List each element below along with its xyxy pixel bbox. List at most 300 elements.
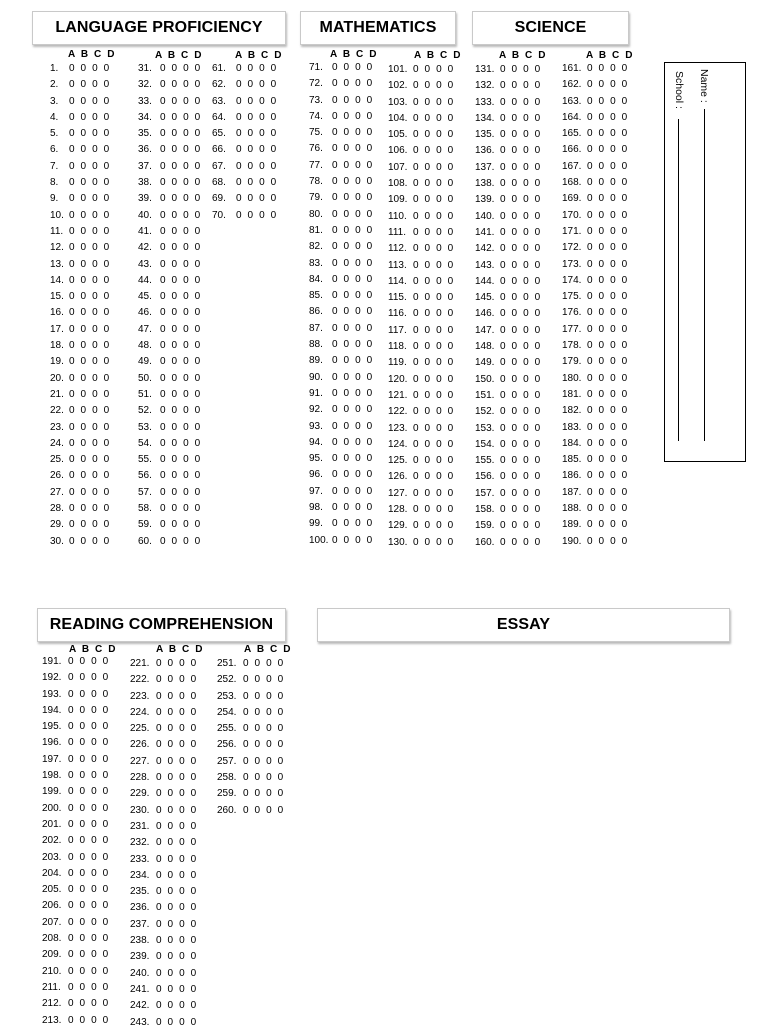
answer-bubbles[interactable]: 0 0 0 0 [156,804,198,816]
answer-bubbles[interactable]: 0 0 0 0 [69,242,111,254]
answer-bubbles[interactable]: 0 0 0 0 [413,145,455,157]
answer-bubbles[interactable]: 0 0 0 0 [69,356,111,368]
answer-bubbles[interactable]: 0 0 0 0 [587,242,629,254]
question-number: 162. [562,79,582,91]
answer-bubbles[interactable]: 0 0 0 0 [156,853,198,865]
answer-bubbles[interactable]: 0 0 0 0 [156,983,198,995]
answer-bubbles[interactable]: 0 0 0 0 [69,111,111,123]
answer-bubbles[interactable]: 0 0 0 0 [69,307,111,319]
answer-bubbles[interactable]: 0 0 0 0 [413,422,455,434]
question-number: 3. [50,95,59,107]
answer-bubbles[interactable]: 0 0 0 0 [160,437,202,449]
answer-bubbles[interactable]: 0 0 0 0 [68,818,110,830]
answer-bubbles[interactable]: 0 0 0 0 [413,226,455,238]
answer-bubbles[interactable]: 0 0 0 0 [587,160,629,172]
answer-bubbles[interactable]: 0 0 0 0 [587,209,629,221]
answer-bubbles[interactable]: 0 0 0 0 [413,504,455,516]
answer-bubbles[interactable]: 0 0 0 0 [156,902,198,914]
answer-bubbles[interactable]: 0 0 0 0 [413,520,455,532]
answer-bubbles[interactable]: 0 0 0 0 [500,373,542,385]
answer-bubbles[interactable]: 0 0 0 0 [332,143,374,155]
answer-bubbles[interactable]: 0 0 0 0 [332,322,374,334]
answer-bubbles[interactable]: 0 0 0 0 [156,706,198,718]
answer-bubbles[interactable]: 0 0 0 0 [156,869,198,881]
answer-bubbles[interactable]: 0 0 0 0 [69,95,111,107]
answer-bubbles[interactable]: 0 0 0 0 [587,144,629,156]
answer-bubbles[interactable]: 0 0 0 0 [68,933,110,945]
answer-bubbles[interactable]: 0 0 0 0 [69,128,111,140]
answer-bubbles[interactable]: 0 0 0 0 [156,690,198,702]
answer-bubbles[interactable]: 0 0 0 0 [500,161,542,173]
answer-bubbles[interactable]: 0 0 0 0 [160,128,202,140]
answer-bubbles[interactable]: 0 0 0 0 [500,341,542,353]
question-number: 58. [138,503,152,515]
answer-bubbles[interactable]: 0 0 0 0 [160,535,202,547]
answer-bubbles[interactable]: 0 0 0 0 [332,502,374,514]
answer-bubbles[interactable]: 0 0 0 0 [587,372,629,384]
answer-bubbles[interactable]: 0 0 0 0 [160,405,202,417]
answer-bubbles[interactable]: 0 0 0 0 [69,291,111,303]
answer-bubbles[interactable]: 0 0 0 0 [68,737,110,749]
answer-bubbles[interactable]: 0 0 0 0 [413,161,455,173]
answer-bubbles[interactable]: 0 0 0 0 [500,422,542,434]
answer-bubbles[interactable]: 0 0 0 0 [587,177,629,189]
answer-bubbles[interactable]: 0 0 0 0 [500,96,542,108]
answer-bubbles[interactable]: 0 0 0 0 [69,323,111,335]
question-number: 191. [42,656,62,667]
answer-bubbles[interactable]: 0 0 0 0 [68,753,110,765]
answer-bubbles[interactable]: 0 0 0 0 [413,112,455,124]
answer-bubbles[interactable]: 0 0 0 0 [332,453,374,465]
answer-bubbles[interactable]: 0 0 0 0 [68,688,110,700]
answer-bubbles[interactable]: 0 0 0 0 [160,470,202,482]
answer-bubbles[interactable]: 0 0 0 0 [413,471,455,483]
answer-bubbles[interactable]: 0 0 0 0 [68,949,110,961]
answer-bubbles[interactable]: 0 0 0 0 [69,388,111,400]
answer-bubbles[interactable]: 0 0 0 0 [500,64,542,75]
question-number: 22. [50,405,64,417]
question-number: 139. [475,194,495,206]
question-number: 107. [388,161,408,173]
answer-bubbles[interactable]: 0 0 0 0 [236,63,278,74]
answer-bubbles[interactable]: 0 0 0 0 [69,258,111,270]
answer-bubbles[interactable]: 0 0 0 0 [587,291,629,303]
answer-bubbles[interactable]: 0 0 0 0 [332,371,374,383]
question-number: 187. [562,486,582,498]
answer-bubbles[interactable]: 0 0 0 0 [160,209,202,221]
answer-bubbles[interactable]: 0 0 0 0 [69,274,111,286]
answer-bubbles[interactable]: 0 0 0 0 [500,112,542,124]
answer-bubbles[interactable]: 0 0 0 0 [332,176,374,188]
answer-bubbles[interactable]: 0 0 0 0 [160,63,202,74]
question-number: 114. [388,275,407,287]
answer-bubbles[interactable]: 0 0 0 0 [413,389,455,401]
question-number: 74. [309,110,323,122]
question-number: 236. [130,902,150,914]
answer-bubbles[interactable]: 0 0 0 0 [160,225,202,237]
answer-bubbles[interactable]: 0 0 0 0 [160,454,202,466]
answer-bubbles[interactable]: 0 0 0 0 [243,674,285,686]
answer-bubbles[interactable]: 0 0 0 0 [156,935,198,947]
answer-bubbles[interactable]: 0 0 0 0 [500,275,542,287]
question-number: 239. [130,951,150,963]
answer-bubbles[interactable]: 0 0 0 0 [332,159,374,171]
answer-bubbles[interactable]: 0 0 0 0 [160,274,202,286]
answer-bubbles[interactable]: 0 0 0 0 [69,209,111,221]
question-number: 163. [562,95,582,107]
answer-bubbles[interactable]: 0 0 0 0 [587,307,629,319]
question-number: 221. [130,658,150,669]
answer-bubbles[interactable]: 0 0 0 0 [587,323,629,335]
answer-bubbles[interactable]: 0 0 0 0 [69,405,111,417]
question-number: 240. [130,967,150,979]
school-field[interactable] [678,119,679,441]
answer-bubbles[interactable]: 0 0 0 0 [332,110,374,122]
question-number: 6. [50,144,59,156]
answer-bubbles[interactable]: 0 0 0 0 [69,193,111,205]
answer-bubbles[interactable]: 0 0 0 0 [332,534,374,546]
answer-bubbles[interactable]: 0 0 0 0 [332,94,374,106]
answer-bubbles[interactable]: 0 0 0 0 [160,177,202,189]
answer-bubbles[interactable]: 0 0 0 0 [236,193,278,205]
section-title-mathematics: MATHEMATICS [300,11,456,45]
answer-bubbles[interactable]: 0 0 0 0 [500,243,542,255]
answer-bubbles[interactable]: 0 0 0 0 [587,95,629,107]
answer-bubbles[interactable]: 0 0 0 0 [156,820,198,832]
answer-bubbles[interactable]: 0 0 0 0 [413,64,455,75]
question-number: 12. [50,242,64,254]
answer-bubbles[interactable]: 0 0 0 0 [68,704,110,716]
answer-bubbles[interactable]: 0 0 0 0 [332,224,374,236]
answer-bubbles[interactable]: 0 0 0 0 [69,519,111,531]
answer-bubbles[interactable]: 0 0 0 0 [243,658,285,669]
answer-bubbles[interactable]: 0 0 0 0 [68,656,110,667]
answer-bubbles[interactable]: 0 0 0 0 [68,802,110,814]
answer-bubbles[interactable]: 0 0 0 0 [500,504,542,516]
answer-bubbles[interactable]: 0 0 0 0 [587,79,629,91]
answer-bubbles[interactable]: 0 0 0 0 [160,388,202,400]
answer-bubbles[interactable]: 0 0 0 0 [236,160,278,172]
answer-bubbles[interactable]: 0 0 0 0 [69,454,111,466]
answer-bubbles[interactable]: 0 0 0 0 [69,160,111,172]
answer-bubbles[interactable]: 0 0 0 0 [160,372,202,384]
answer-bubbles[interactable]: 0 0 0 0 [500,357,542,369]
answer-bubbles[interactable]: 0 0 0 0 [413,487,455,499]
answer-bubbles[interactable]: 0 0 0 0 [156,674,198,686]
answer-bubbles[interactable]: 0 0 0 0 [500,438,542,450]
answer-bubbles[interactable]: 0 0 0 0 [160,291,202,303]
answer-bubbles[interactable]: 0 0 0 0 [69,63,111,74]
answer-bubbles[interactable]: 0 0 0 0 [69,144,111,156]
answer-bubbles[interactable]: 0 0 0 0 [332,518,374,530]
answer-bubbles[interactable]: 0 0 0 0 [413,178,455,190]
answer-bubbles[interactable]: 0 0 0 0 [413,194,455,206]
answer-bubbles[interactable]: 0 0 0 0 [587,274,629,286]
question-number: 148. [475,341,495,353]
answer-bubbles[interactable]: 0 0 0 0 [156,967,198,979]
answer-bubbles[interactable]: 0 0 0 0 [587,470,629,482]
answer-bubbles[interactable]: 0 0 0 0 [413,292,455,304]
answer-bubbles[interactable]: 0 0 0 0 [332,273,374,285]
answer-bubbles[interactable]: 0 0 0 0 [413,96,455,108]
answer-bubbles[interactable]: 0 0 0 0 [160,79,202,91]
answer-bubbles[interactable]: 0 0 0 0 [587,111,629,123]
answer-bubbles[interactable]: 0 0 0 0 [413,341,455,353]
answer-bubbles[interactable]: 0 0 0 0 [332,387,374,399]
answer-bubbles[interactable]: 0 0 0 0 [236,144,278,156]
answer-bubbles[interactable]: 0 0 0 0 [69,340,111,352]
answer-bubbles[interactable]: 0 0 0 0 [69,437,111,449]
answer-bubbles[interactable]: 0 0 0 0 [413,406,455,418]
answer-bubbles[interactable]: 0 0 0 0 [413,275,455,287]
answer-bubbles[interactable]: 0 0 0 0 [500,324,542,336]
option-header: A B C D [244,644,293,655]
answer-bubbles[interactable]: 0 0 0 0 [236,95,278,107]
answer-bubbles[interactable]: 0 0 0 0 [68,884,110,896]
answer-bubbles[interactable]: 0 0 0 0 [500,471,542,483]
answer-bubbles[interactable]: 0 0 0 0 [500,80,542,92]
answer-bubbles[interactable]: 0 0 0 0 [243,723,285,735]
answer-bubbles[interactable]: 0 0 0 0 [413,80,455,92]
answer-bubbles[interactable]: 0 0 0 0 [332,127,374,139]
answer-bubbles[interactable]: 0 0 0 0 [413,324,455,336]
question-number: 192. [42,672,62,684]
answer-bubbles[interactable]: 0 0 0 0 [332,469,374,481]
answer-bubbles[interactable]: 0 0 0 0 [156,755,198,767]
answer-bubbles[interactable]: 0 0 0 0 [500,487,542,499]
answer-bubbles[interactable]: 0 0 0 0 [413,308,455,320]
answer-bubbles[interactable]: 0 0 0 0 [160,258,202,270]
answer-bubbles[interactable]: 0 0 0 0 [243,788,285,800]
answer-bubbles[interactable]: 0 0 0 0 [236,177,278,189]
answer-bubbles[interactable]: 0 0 0 0 [160,95,202,107]
answer-bubbles[interactable]: 0 0 0 0 [156,886,198,898]
answer-bubbles[interactable]: 0 0 0 0 [332,404,374,416]
name-field[interactable] [704,109,705,441]
question-number: 115. [388,292,407,304]
answer-bubbles[interactable]: 0 0 0 0 [500,259,542,271]
question-number: 30. [50,535,64,547]
answer-bubbles[interactable]: 0 0 0 0 [413,455,455,467]
answer-bubbles[interactable]: 0 0 0 0 [332,241,374,253]
answer-bubbles[interactable]: 0 0 0 0 [69,421,111,433]
answer-bubbles[interactable]: 0 0 0 0 [587,340,629,352]
answer-bubbles[interactable]: 0 0 0 0 [500,178,542,190]
answer-bubbles[interactable]: 0 0 0 0 [332,78,374,90]
question-number: 100. [309,534,329,546]
question-number: 170. [562,209,582,221]
answer-bubbles[interactable]: 0 0 0 0 [160,242,202,254]
answer-bubbles[interactable]: 0 0 0 0 [156,788,198,800]
answer-bubbles[interactable]: 0 0 0 0 [243,755,285,767]
answer-bubbles[interactable]: 0 0 0 0 [332,355,374,367]
answer-bubbles[interactable]: 0 0 0 0 [587,535,629,547]
answer-bubbles[interactable]: 0 0 0 0 [160,193,202,205]
answer-bubbles[interactable]: 0 0 0 0 [500,389,542,401]
question-number: 198. [42,770,62,782]
question-number: 62. [212,79,226,91]
question-number: 78. [309,176,323,188]
answer-bubbles[interactable]: 0 0 0 0 [500,194,542,206]
answer-bubbles[interactable]: 0 0 0 0 [68,916,110,928]
answer-bubbles[interactable]: 0 0 0 0 [236,128,278,140]
answer-bubbles[interactable]: 0 0 0 0 [413,536,455,548]
section-title-language-proficiency: LANGUAGE PROFICIENCY [32,11,286,45]
answer-bubbles[interactable]: 0 0 0 0 [587,63,629,74]
answer-bubbles[interactable]: 0 0 0 0 [332,62,374,73]
answer-bubbles[interactable]: 0 0 0 0 [332,485,374,497]
answer-bubbles[interactable]: 0 0 0 0 [413,210,455,222]
question-number: 82. [309,241,323,253]
question-number: 173. [562,258,582,270]
answer-bubbles[interactable]: 0 0 0 0 [587,405,629,417]
answer-bubbles[interactable]: 0 0 0 0 [500,520,542,532]
question-number: 77. [309,159,323,171]
answer-bubbles[interactable]: 0 0 0 0 [69,535,111,547]
answer-bubbles[interactable]: 0 0 0 0 [156,739,198,751]
answer-bubbles[interactable]: 0 0 0 0 [243,804,285,816]
answer-bubbles[interactable]: 0 0 0 0 [332,339,374,351]
answer-bubbles[interactable]: 0 0 0 0 [500,210,542,222]
answer-bubbles[interactable]: 0 0 0 0 [236,79,278,91]
answer-bubbles[interactable]: 0 0 0 0 [160,111,202,123]
question-number: 49. [138,356,152,368]
answer-bubbles[interactable]: 0 0 0 0 [332,306,374,318]
answer-bubbles[interactable]: 0 0 0 0 [587,258,629,270]
question-number: 105. [388,129,408,141]
answer-bubbles[interactable]: 0 0 0 0 [500,292,542,304]
answer-bubbles[interactable]: 0 0 0 0 [156,723,198,735]
question-number: 129. [388,520,408,532]
answer-bubbles[interactable]: 0 0 0 0 [68,981,110,993]
answer-bubbles[interactable]: 0 0 0 0 [587,437,629,449]
answer-bubbles[interactable]: 0 0 0 0 [500,308,542,320]
answer-bubbles[interactable]: 0 0 0 0 [69,486,111,498]
answer-bubbles[interactable]: 0 0 0 0 [69,225,111,237]
question-number: 20. [50,372,64,384]
answer-bubbles[interactable]: 0 0 0 0 [413,243,455,255]
answer-bubbles[interactable]: 0 0 0 0 [68,965,110,977]
answer-bubbles[interactable]: 0 0 0 0 [243,706,285,718]
answer-bubbles[interactable]: 0 0 0 0 [68,835,110,847]
answer-bubbles[interactable]: 0 0 0 0 [587,356,629,368]
answer-bubbles[interactable]: 0 0 0 0 [332,436,374,448]
answer-bubbles[interactable]: 0 0 0 0 [156,772,198,784]
question-number: 121. [388,389,408,401]
answer-bubbles[interactable]: 0 0 0 0 [156,837,198,849]
answer-bubbles[interactable]: 0 0 0 0 [68,998,110,1010]
question-number: 167. [562,160,582,172]
question-number: 186. [562,470,582,482]
question-number: 25. [50,454,64,466]
answer-bubbles[interactable]: 0 0 0 0 [160,519,202,531]
answer-bubbles[interactable]: 0 0 0 0 [69,470,111,482]
answer-bubbles[interactable]: 0 0 0 0 [587,519,629,531]
question-number: 43. [138,258,152,270]
answer-bubbles[interactable]: 0 0 0 0 [156,658,198,669]
answer-bubbles[interactable]: 0 0 0 0 [160,356,202,368]
answer-bubbles[interactable]: 0 0 0 0 [413,357,455,369]
question-number: 47. [138,323,152,335]
question-number: 113. [388,259,407,271]
answer-bubbles[interactable]: 0 0 0 0 [500,129,542,141]
answer-bubbles[interactable]: 0 0 0 0 [69,79,111,91]
answer-bubbles[interactable]: 0 0 0 0 [413,438,455,450]
answer-bubbles[interactable]: 0 0 0 0 [156,1016,198,1028]
answer-bubbles[interactable]: 0 0 0 0 [68,867,110,879]
answer-bubbles[interactable]: 0 0 0 0 [587,421,629,433]
question-number: 57. [138,486,152,498]
answer-bubbles[interactable]: 0 0 0 0 [236,209,278,221]
answer-bubbles[interactable]: 0 0 0 0 [413,259,455,271]
answer-bubbles[interactable]: 0 0 0 0 [243,690,285,702]
answer-bubbles[interactable]: 0 0 0 0 [587,388,629,400]
question-number: 135. [475,129,495,141]
answer-bubbles[interactable]: 0 0 0 0 [68,721,110,733]
option-header: A B C D [235,50,284,61]
answer-bubbles[interactable]: 0 0 0 0 [160,323,202,335]
answer-bubbles[interactable]: 0 0 0 0 [587,193,629,205]
answer-bubbles[interactable]: 0 0 0 0 [68,1014,110,1026]
answer-bubbles[interactable]: 0 0 0 0 [68,900,110,912]
answer-bubbles[interactable]: 0 0 0 0 [156,918,198,930]
answer-bubbles[interactable]: 0 0 0 0 [160,307,202,319]
answer-bubbles[interactable]: 0 0 0 0 [69,372,111,384]
answer-bubbles[interactable]: 0 0 0 0 [587,486,629,498]
question-number: 194. [42,704,62,716]
answer-bubbles[interactable]: 0 0 0 0 [68,786,110,798]
answer-bubbles[interactable]: 0 0 0 0 [500,536,542,548]
answer-bubbles[interactable]: 0 0 0 0 [413,129,455,141]
answer-bubbles[interactable]: 0 0 0 0 [160,486,202,498]
answer-bubbles[interactable]: 0 0 0 0 [160,340,202,352]
answer-bubbles[interactable]: 0 0 0 0 [69,503,111,515]
answer-bubbles[interactable]: 0 0 0 0 [587,225,629,237]
answer-bubbles[interactable]: 0 0 0 0 [160,503,202,515]
answer-bubbles[interactable]: 0 0 0 0 [68,851,110,863]
answer-bubbles[interactable]: 0 0 0 0 [69,177,111,189]
answer-bubbles[interactable]: 0 0 0 0 [156,951,198,963]
answer-bubbles[interactable]: 0 0 0 0 [332,257,374,269]
answer-bubbles[interactable]: 0 0 0 0 [243,739,285,751]
question-number: 238. [130,935,150,947]
answer-bubbles[interactable]: 0 0 0 0 [587,128,629,140]
answer-bubbles[interactable]: 0 0 0 0 [587,503,629,515]
answer-bubbles[interactable]: 0 0 0 0 [413,373,455,385]
answer-bubbles[interactable]: 0 0 0 0 [156,1000,198,1012]
answer-bubbles[interactable]: 0 0 0 0 [160,421,202,433]
answer-bubbles[interactable]: 0 0 0 0 [500,406,542,418]
answer-bubbles[interactable]: 0 0 0 0 [243,772,285,784]
answer-bubbles[interactable]: 0 0 0 0 [68,770,110,782]
answer-bubbles[interactable]: 0 0 0 0 [160,160,202,172]
answer-bubbles[interactable]: 0 0 0 0 [587,454,629,466]
answer-bubbles[interactable]: 0 0 0 0 [500,226,542,238]
question-number: 92. [309,404,323,416]
answer-bubbles[interactable]: 0 0 0 0 [500,455,542,467]
answer-bubbles[interactable]: 0 0 0 0 [236,111,278,123]
question-number: 164. [562,111,582,123]
answer-bubbles[interactable]: 0 0 0 0 [500,145,542,157]
answer-bubbles[interactable]: 0 0 0 0 [332,192,374,204]
answer-bubbles[interactable]: 0 0 0 0 [332,208,374,220]
question-number: 93. [309,420,323,432]
answer-bubbles[interactable]: 0 0 0 0 [68,672,110,684]
question-number: 15. [50,291,64,303]
answer-bubbles[interactable]: 0 0 0 0 [160,144,202,156]
answer-bubbles[interactable]: 0 0 0 0 [332,420,374,432]
answer-bubbles[interactable]: 0 0 0 0 [332,290,374,302]
